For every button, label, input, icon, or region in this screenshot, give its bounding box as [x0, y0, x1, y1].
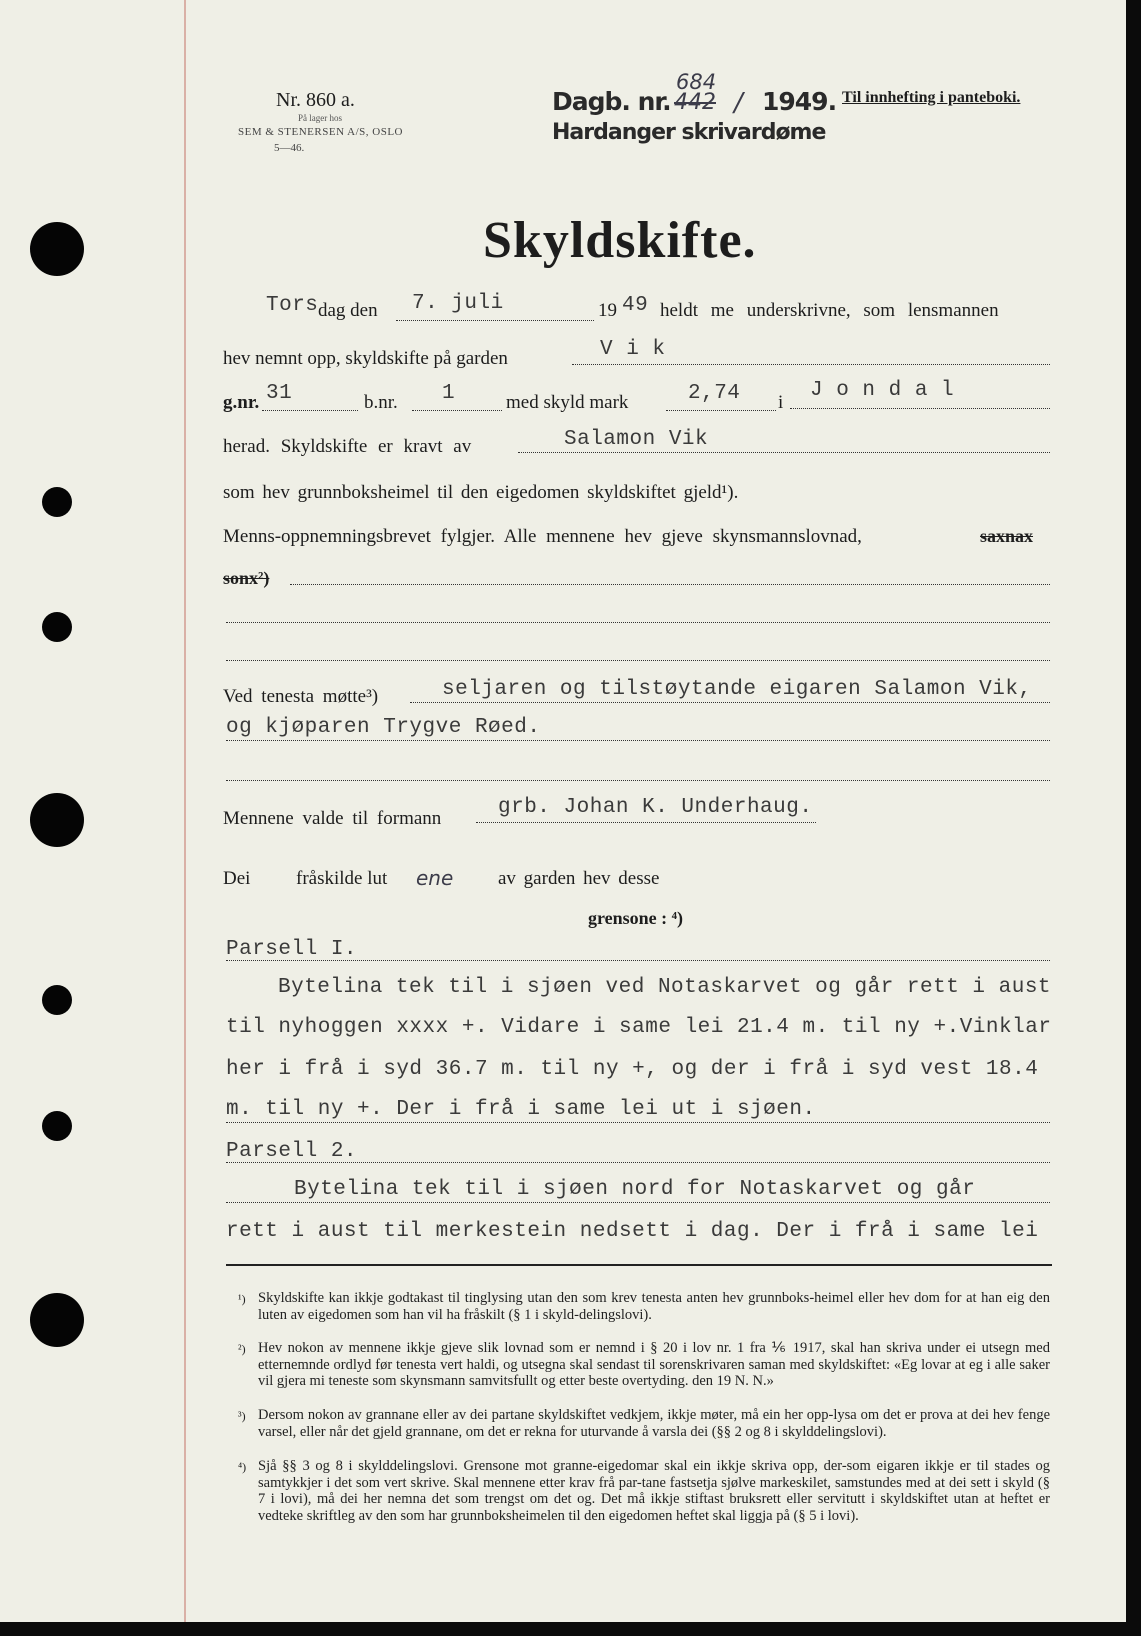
office-stamp: Hardanger skrivardøme	[552, 120, 826, 145]
chair-label: Mennene valde til formann	[223, 808, 442, 829]
footnote-mark: ⁴)	[238, 1460, 247, 1474]
publisher-name: SEM & STENERSEN A/S, OSLO	[238, 126, 403, 138]
dagbok-slash: /	[734, 88, 743, 118]
punch-hole-icon	[42, 612, 72, 642]
line2-text: hev nemnt opp, skyldskifte på garden	[223, 348, 508, 369]
parsell-line: til nyhoggen xxxx +. Vidare i same lei 21.4 m. til ny +.Vinklar	[226, 1016, 1052, 1039]
til-innhefting: Til innhefting i panteboki.	[842, 89, 1021, 106]
page-title: Skyldskifte.	[483, 212, 757, 269]
punch-hole-icon	[30, 793, 84, 847]
bnr-value: 1	[442, 382, 456, 405]
dagbok-number: 684	[676, 70, 717, 94]
line6-text: Menns-oppnemningsbrevet fylgjer. Alle mennene hev gjeve skynsmannslovnad,	[223, 526, 862, 547]
skyld-label: med skyld mark	[506, 392, 629, 413]
footnote-divider	[226, 1264, 1052, 1266]
parcel-text: av garden hev desse	[498, 868, 660, 889]
footnote-mark: ³)	[238, 1409, 246, 1423]
dagbok-year: 1949.	[762, 87, 837, 116]
footnote-text: Hev nokon av mennene ikkje gjeve slik lovnad som er nemnd i § 20 i lov nr. 1 fra ⅙ 1917, skal han skriva under ei utsegn med etternemnde ordlyd før tenesta vert haldi, og utsegna skal sendast til sorenskrivaren saman med skyldskiftet: «Eg lovar at eg i alle saker vil gjera mi teneste som skynsmann samvitsfullt og etter beste overtyding. den 19 N. N.»	[258, 1340, 1050, 1389]
weekday-value: Tors	[266, 294, 319, 317]
parsell-line: rett i aust til merkestein nedsett i dag. Der i frå i same lei	[226, 1220, 1039, 1243]
parsell-title: Parsell 2.	[226, 1140, 358, 1163]
year-prefix: 19	[598, 300, 617, 321]
punch-hole-icon	[42, 985, 72, 1015]
line4-text: herad. Skyldskifte er kravt av	[223, 436, 472, 457]
punch-hole-icon	[30, 1293, 84, 1347]
parcel-text: fråskilde lut	[296, 868, 388, 889]
punch-hole-icon	[42, 1111, 72, 1141]
publisher-line: På lager hos	[298, 113, 342, 123]
chair-name: grb. Johan K. Underhaug.	[498, 796, 813, 819]
punch-hole-icon	[42, 487, 72, 517]
year-value: 49	[622, 294, 649, 317]
requester-name: Salamon Vik	[564, 428, 709, 451]
date-value: 7. juli	[412, 292, 504, 315]
line5-text: som hev grunnboksheimel til den eigedomen skyldskiftet gjeld¹).	[223, 482, 739, 503]
parsell-line: her i frå i syd 36.7 m. til ny +, og der i frå i syd vest 18.4	[226, 1058, 1039, 1081]
footnote-text: Skyldskifte kan ikkje godtakast til tinglysing utan den som krev tenesta anten hev grunnboks-heimel eller hev dom for at han eig den luten av eigedomen som han vil ha fråskilt (§ 1 i skyld-delingslovi).	[258, 1290, 1050, 1323]
publisher-date: 5—46.	[274, 142, 305, 154]
line1-text: heldt me underskrivne, som lensmannen	[660, 300, 999, 321]
bnr-label: b.nr.	[364, 392, 398, 413]
gnr-label: g.nr.	[223, 392, 260, 413]
punch-hole-icon	[30, 222, 84, 276]
grensone-heading: grensone : ⁴)	[588, 908, 684, 928]
footnote-mark: ²)	[238, 1342, 246, 1356]
skyld-value: 2,74	[688, 382, 741, 405]
dagbok-label: Dagb. nr.	[552, 87, 671, 116]
parcel-text: Dei	[223, 868, 251, 889]
footnote-mark: ¹)	[238, 1292, 246, 1306]
attendees-label: Ved tenesta møtte³)	[223, 686, 379, 707]
struck-text: saxnax	[980, 526, 1034, 546]
parsell-line: Bytelina tek til i sjøen nord for Notaskarvet og går	[294, 1178, 976, 1201]
parsell-line: m. til ny +. Der i frå i same lei ut i sjøen.	[226, 1098, 816, 1121]
herad-name: J o n d a l	[810, 379, 955, 402]
form-number: Nr. 860 a.	[276, 89, 355, 111]
struck-text: sonx²)	[223, 568, 270, 588]
footnote-text: Dersom nokon av grannane eller av dei partane skyldskiftet vedkjem, ikkje møter, må ein her opp-lysa om det er prova at dei hev fenge varsel, eller når det gjeld grannane, om det er rekna for uturvande å varsla dei (§§ 2 og 8 i skylddelingslovi).	[258, 1407, 1050, 1440]
i-label: i	[778, 392, 784, 413]
attendees-line: seljaren og tilstøytande eigaren Salamon Vik,	[442, 678, 1032, 701]
parcel-count: ene	[416, 866, 454, 890]
farm-name: V i k	[600, 338, 666, 361]
weekday-label: dag den	[318, 300, 378, 321]
parsell-line: Bytelina tek til i sjøen ved Notaskarvet og går rett i aust	[278, 976, 1052, 999]
gnr-value: 31	[266, 382, 293, 405]
footnote-text: Sjå §§ 3 og 8 i skylddelingslovi. Grensone mot granne-eigedomar skal ein ikkje skriva opp, der-som eigaren ikkje er til stades og samtykkjer i det som vert skrive. Skal mennene etter krav frå par-tane fastsetja sjølve markeskilet, samstundes med at dei sett i skyld (§ 7 i lovi), må dei her nemna det som trengst om det og. Det må ikkje stiftast bruksrett eller servitutt i skyldskiftet utan at heftet er vedteke skriftleg av den som har grunnboksheimelen til den eigedomen heftet skal liggja på (§ 5 i lovi).	[258, 1458, 1050, 1524]
attendees-line: og kjøparen Trygve Røed.	[226, 716, 541, 739]
margin-line	[184, 0, 186, 1622]
parsell-title: Parsell I.	[226, 938, 358, 961]
dagbok-number-struck: 442	[674, 90, 716, 115]
